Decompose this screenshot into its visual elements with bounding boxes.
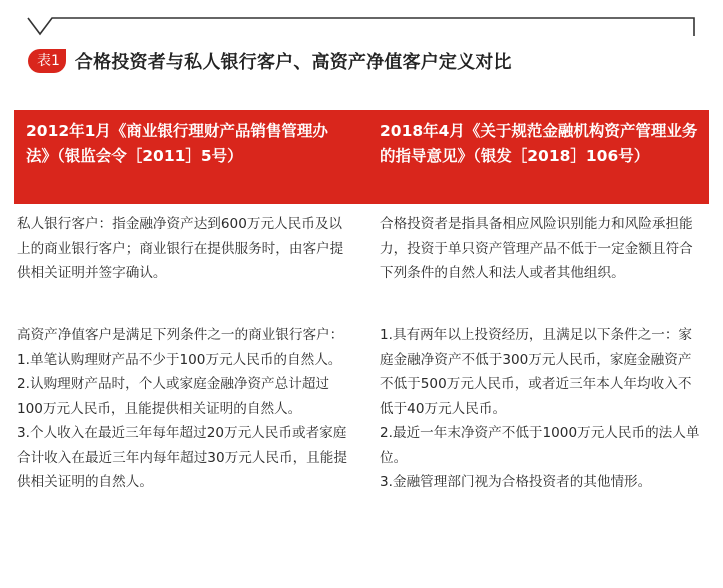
comparison-table [14,110,709,495]
column-2012 [14,212,362,495]
hnw-item-1: 1.单笔认购理财产品不少于100万元人民币的自然人。 [17,351,342,368]
hnw-item-2: 2.认购理财产品时，个人或家庭金融净资产总计超过100万元人民币，且能提供相关证明的自然人。 [17,376,330,417]
hnw-item-3: 3.个人收入在最近三年每年超过20万元人民币或者家庭合计收入在最近三年内每年超过30万元人民币，且能提供相关证明的自然人。 [17,425,347,490]
table-caption [28,46,512,76]
qualified-item-3: 3.金融管理部门视为合格投资者的其他情形。 [380,474,652,490]
qualified-investor-definition: 合格投资者是指具备相应风险识别能力和风险承担能力，投资于单只资产管理产品不低于一定金额且符合下列条件的自然人和法人或者其他组织。 [380,216,693,281]
hnw-intro: 高资产净值客户是满足下列条件之一的商业银行客户： [17,327,344,343]
table-number-badge: 表1 [28,49,66,73]
header-rule-with-notch [26,16,696,38]
notch-line [28,18,694,36]
table-title: 合格投资者与私人银行客户、高资产净值客户定义对比 [74,52,512,73]
table-header-row [14,110,709,204]
qualified-item-2: 2.最近一年末净资产不低于1000万元人民币的法人单位。 [380,425,700,466]
header-2012-regulation: 2012年1月《商业银行理财产品销售管理办法》（银监会令［2011］5号） [26,122,328,165]
private-bank-definition: 私人银行客户：指金融净资产达到600万元人民币及以上的商业银行客户；商业银行在提供服务时，由客户提供相关证明并签字确认。 [17,216,344,281]
column-2018 [362,212,709,495]
header-2018-guideline: 2018年4月《关于规范金融机构资产管理业务的指导意见》（银发［2018］106号） [380,122,698,165]
qualified-item-1: 1.具有两年以上投资经历，且满足以下条件之一：家庭金融净资产不低于300万元人民币，家庭金融资产不低于500万元人民币，或者近三年本人年均收入不低于40万元人民币。 [380,327,693,417]
table-body [14,204,709,495]
